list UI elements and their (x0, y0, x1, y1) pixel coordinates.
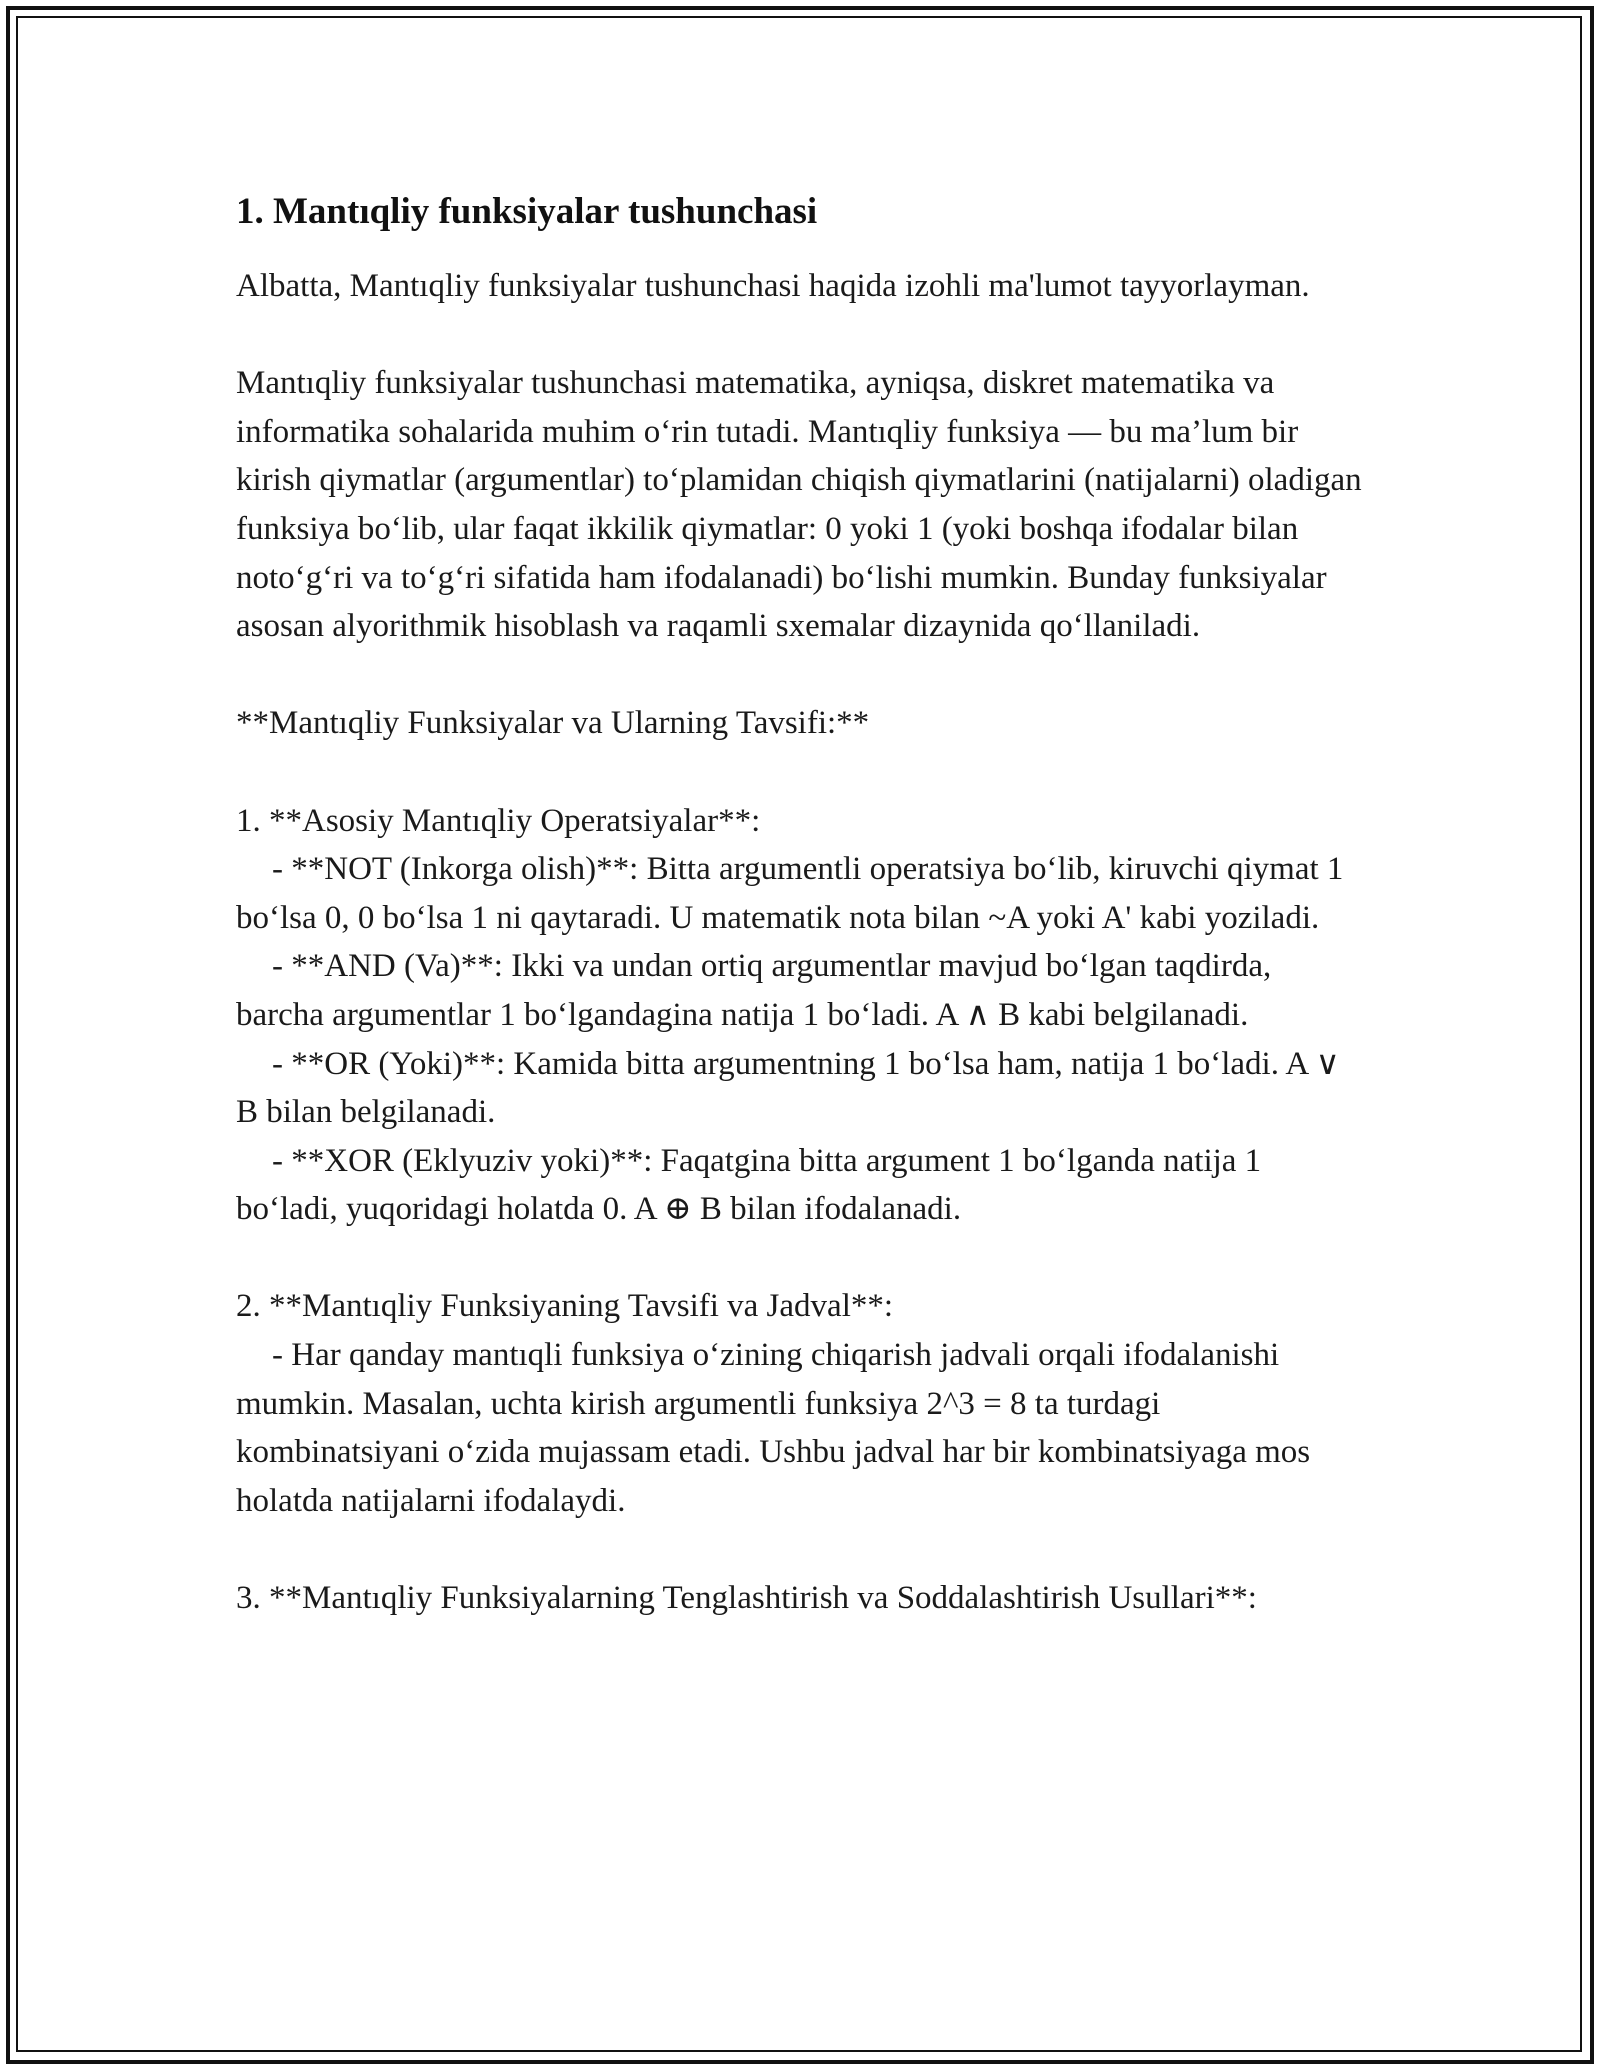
xor-operation-text: - **XOR (Eklyuziv yoki)**: Faqatgina bitta argument 1 bo‘lganda natija 1 bo‘ladi, yuqoridagi holatda 0. A ⊕ B bilan ifodalanadi. (236, 1142, 1270, 1228)
list-item-title: 3. **Mantıqliy Funksiyalarning Tenglashtirish va Soddalashtirish Usullari**: (236, 1580, 1257, 1617)
definition-paragraph: Mantıqliy funksiyalar tushunchasi matematika, ayniqsa, diskret matematika va informatika sohalarida muhim o‘rin tutadi. Mantıqliy funksiya — bu ma’lum bir kirish qiymatlar (argumentlar) to‘plamidan chiqish qiymatlarini (natijalarni) oladigan funksiya bo‘lib, ular faqat ikkilik qiymatlar: 0 yoki 1 (yoki boshqa ifodalar bilan noto‘g‘ri va to‘g‘ri sifatida ham ifodalanadi) bo‘lishi mumkin. Bunday funksiyalar asosan alyorithmik hisoblash va raqamli sxemalar dizaynida qo‘llaniladi. (236, 365, 1370, 645)
not-operation-text: - **NOT (Inkorga olish)**: Bitta argumentli operatsiya bo‘lib, kiruvchi qiymat 1 bo‘lsa 0, 0 bo‘lsa 1 ni qaytaradi. U matematik nota bilan ~A yoki A' kabi yoziladi. (236, 851, 1352, 936)
section-title: **Mantıqliy Funksiyalar va Ularning Tavsifi:** (236, 705, 870, 742)
and-operation-text: - **AND (Va)**: Ikki va undan ortiq argumentlar mavjud bo‘lgan taqdirda, barcha argumentlar 1 bo‘lgandagina natija 1 bo‘ladi. A ∧ B kabi belgilanadi. (236, 948, 1280, 1033)
list-item-simplification (236, 1574, 1366, 1623)
truth-table-text: - Har qanday mantıqli funksiya o‘zining chiqarish jadvali orqali ifodalanishi mumkin. Masalan, uchta kirish argumentli funksiya 2^3 = 8 ta turdagi kombinatsiyani o‘zida mujassam etadi. Ushbu jadval har bir kombinatsiyaga mos holatda natijalarni ifodalaydi. (236, 1337, 1319, 1519)
or-operation-text: - **OR (Yoki)**: Kamida bitta argumentning 1 bo‘lsa ham, natija 1 bo‘ladi. A ∨ B bilan belgilanadi. (236, 1045, 1349, 1131)
list-item-basic-operations (236, 797, 1366, 1234)
document-page (236, 188, 1370, 1623)
list-item-title: 2. **Mantıqliy Funksiyaning Tavsifi va Jadval**: (236, 1288, 894, 1325)
document-heading: 1. Mantıqliy funksiyalar tushunchasi (236, 191, 818, 232)
list-item-truth-table (236, 1282, 1366, 1525)
intro-paragraph: Albatta, Mantıqliy funksiyalar tushunchasi haqida izohli ma'lumot tayyorlayman. (236, 268, 1310, 304)
list-item-title: 1. **Asosiy Mantıqliy Operatsiyalar**: (236, 802, 761, 839)
